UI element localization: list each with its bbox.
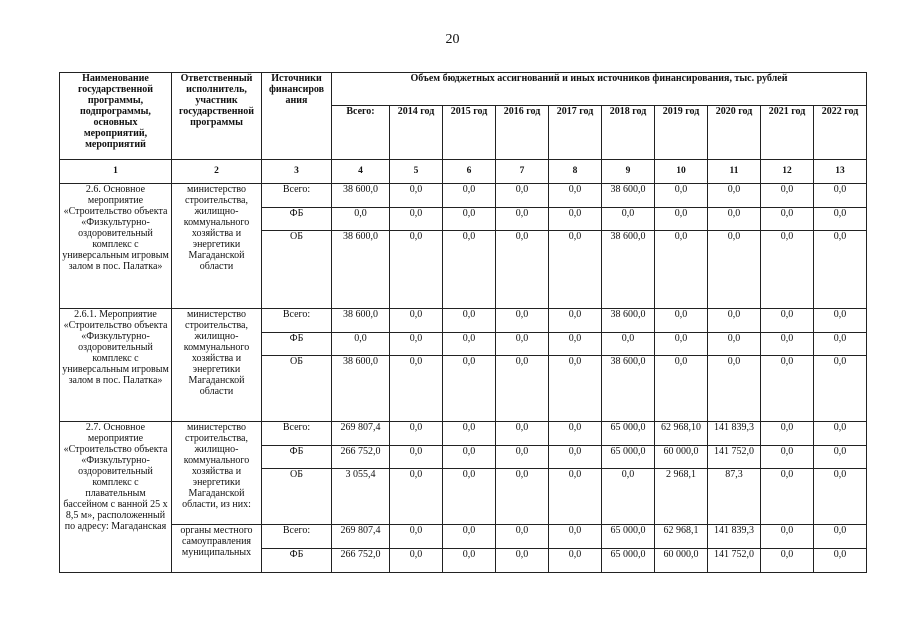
measure-executor: министерство строительства, жилищно-коммунального хозяйства и энергетики Магаданской области xyxy=(172,309,262,422)
value-cell: 0,0 xyxy=(390,422,443,446)
measure-name: 2.6.1. Мероприятие «Строительство объекта «Физкультурно-оздоровительный комплекс с универсальным игровым залом в пос. Палатка» xyxy=(60,309,172,422)
value-cell: 0,0 xyxy=(496,469,549,525)
funding-source: ОБ xyxy=(262,469,332,525)
value-cell: 0,0 xyxy=(549,208,602,231)
measure-name: 2.7. Основное мероприятие «Строительство объекта «Физкультурно-оздоровительный комплекс с плавательным бассейном с ванной 25 х 8,5 м», расположенный по адресу: Магаданская xyxy=(60,422,172,573)
column-index: 11 xyxy=(708,160,761,184)
value-cell: 0,0 xyxy=(443,525,496,549)
column-index: 10 xyxy=(655,160,708,184)
table-row xyxy=(60,309,867,333)
value-cell: 3 055,4 xyxy=(332,469,390,525)
value-cell: 2 968,1 xyxy=(655,469,708,525)
column-index: 3 xyxy=(262,160,332,184)
header-year: 2021 год xyxy=(761,106,814,160)
funding-source: ФБ xyxy=(262,549,332,573)
funding-source: Всего: xyxy=(262,422,332,446)
value-cell: 0,0 xyxy=(814,309,867,333)
page-number: 20 xyxy=(445,32,460,47)
funding-source: Всего: xyxy=(262,309,332,333)
header-year: 2022 год xyxy=(814,106,867,160)
value-cell: 0,0 xyxy=(602,469,655,525)
column-index: 4 xyxy=(332,160,390,184)
value-cell: 65 000,0 xyxy=(602,422,655,446)
value-cell: 0,0 xyxy=(390,184,443,208)
value-cell: 0,0 xyxy=(761,231,814,309)
value-cell: 0,0 xyxy=(708,309,761,333)
funding-source: ОБ xyxy=(262,231,332,309)
value-cell: 65 000,0 xyxy=(602,525,655,549)
value-cell: 0,0 xyxy=(761,469,814,525)
measure-name: 2.6. Основное мероприятие «Строительство объекта «Физкультурно-оздоровительный комплекс с универсальным игровым залом в пос. Палатка» xyxy=(60,184,172,309)
value-cell: 0,0 xyxy=(496,356,549,422)
value-cell: 0,0 xyxy=(814,208,867,231)
value-cell: 38 600,0 xyxy=(602,309,655,333)
funding-source: ФБ xyxy=(262,208,332,231)
value-cell: 38 600,0 xyxy=(332,309,390,333)
value-cell: 0,0 xyxy=(443,549,496,573)
value-cell: 0,0 xyxy=(814,446,867,469)
column-index-row xyxy=(60,160,867,184)
value-cell: 0,0 xyxy=(655,184,708,208)
value-cell: 0,0 xyxy=(549,446,602,469)
value-cell: 0,0 xyxy=(549,549,602,573)
header-year: 2014 год xyxy=(390,106,443,160)
value-cell: 0,0 xyxy=(496,184,549,208)
column-index: 13 xyxy=(814,160,867,184)
budget-table xyxy=(59,72,867,573)
value-cell: 0,0 xyxy=(443,446,496,469)
value-cell: 0,0 xyxy=(496,333,549,356)
value-cell: 0,0 xyxy=(814,469,867,525)
value-cell: 87,3 xyxy=(708,469,761,525)
value-cell: 141 752,0 xyxy=(708,446,761,469)
value-cell: 38 600,0 xyxy=(332,356,390,422)
value-cell: 266 752,0 xyxy=(332,446,390,469)
value-cell: 0,0 xyxy=(708,333,761,356)
value-cell: 0,0 xyxy=(496,208,549,231)
measure-executor: министерство строительства, жилищно-коммунального хозяйства и энергетики Магаданской области xyxy=(172,184,262,309)
value-cell: 38 600,0 xyxy=(602,184,655,208)
value-cell: 0,0 xyxy=(443,469,496,525)
value-cell: 141 839,3 xyxy=(708,525,761,549)
value-cell: 0,0 xyxy=(602,333,655,356)
value-cell: 0,0 xyxy=(443,184,496,208)
value-cell: 62 968,10 xyxy=(655,422,708,446)
column-index: 7 xyxy=(496,160,549,184)
value-cell: 0,0 xyxy=(761,333,814,356)
value-cell: 0,0 xyxy=(814,549,867,573)
value-cell: 0,0 xyxy=(549,469,602,525)
value-cell: 0,0 xyxy=(655,309,708,333)
value-cell: 0,0 xyxy=(549,422,602,446)
value-cell: 0,0 xyxy=(443,208,496,231)
header-year: 2019 год xyxy=(655,106,708,160)
value-cell: 0,0 xyxy=(549,231,602,309)
value-cell: 0,0 xyxy=(814,525,867,549)
value-cell: 0,0 xyxy=(655,333,708,356)
value-cell: 0,0 xyxy=(390,525,443,549)
funding-source: Всего: xyxy=(262,184,332,208)
value-cell: 0,0 xyxy=(761,208,814,231)
value-cell: 0,0 xyxy=(708,208,761,231)
value-cell: 0,0 xyxy=(761,422,814,446)
table-row xyxy=(60,184,867,208)
value-cell: 0,0 xyxy=(761,525,814,549)
value-cell: 0,0 xyxy=(390,356,443,422)
value-cell: 0,0 xyxy=(496,446,549,469)
header-source: Источники финансиров ания xyxy=(262,73,332,160)
value-cell: 0,0 xyxy=(655,231,708,309)
value-cell: 0,0 xyxy=(708,356,761,422)
measure-executor: органы местного самоуправления муниципальных xyxy=(172,525,262,573)
value-cell: 38 600,0 xyxy=(332,184,390,208)
value-cell: 0,0 xyxy=(549,356,602,422)
value-cell: 0,0 xyxy=(761,184,814,208)
value-cell: 0,0 xyxy=(655,208,708,231)
value-cell: 0,0 xyxy=(496,525,549,549)
header-year: 2017 год xyxy=(549,106,602,160)
value-cell: 141 839,3 xyxy=(708,422,761,446)
value-cell: 0,0 xyxy=(443,422,496,446)
value-cell: 141 752,0 xyxy=(708,549,761,573)
value-cell: 0,0 xyxy=(814,422,867,446)
value-cell: 0,0 xyxy=(761,549,814,573)
column-index: 2 xyxy=(172,160,262,184)
value-cell: 0,0 xyxy=(496,309,549,333)
value-cell: 60 000,0 xyxy=(655,446,708,469)
funding-source: ОБ xyxy=(262,356,332,422)
value-cell: 0,0 xyxy=(814,356,867,422)
header-year: 2018 год xyxy=(602,106,655,160)
value-cell: 0,0 xyxy=(390,549,443,573)
header-total: Всего: xyxy=(332,106,390,160)
value-cell: 62 968,1 xyxy=(655,525,708,549)
value-cell: 0,0 xyxy=(443,309,496,333)
value-cell: 0,0 xyxy=(602,208,655,231)
header-year: 2016 год xyxy=(496,106,549,160)
value-cell: 269 807,4 xyxy=(332,525,390,549)
value-cell: 38 600,0 xyxy=(332,231,390,309)
value-cell: 0,0 xyxy=(496,422,549,446)
column-index: 12 xyxy=(761,160,814,184)
column-index: 8 xyxy=(549,160,602,184)
header-year: 2015 год xyxy=(443,106,496,160)
value-cell: 0,0 xyxy=(761,309,814,333)
value-cell: 0,0 xyxy=(390,208,443,231)
value-cell: 0,0 xyxy=(814,333,867,356)
value-cell: 0,0 xyxy=(549,333,602,356)
value-cell: 0,0 xyxy=(655,356,708,422)
value-cell: 266 752,0 xyxy=(332,549,390,573)
value-cell: 60 000,0 xyxy=(655,549,708,573)
value-cell: 0,0 xyxy=(496,231,549,309)
value-cell: 0,0 xyxy=(708,231,761,309)
value-cell: 65 000,0 xyxy=(602,446,655,469)
measure-executor: министерство строительства, жилищно-коммунального хозяйства и энергетики Магаданской области, из них: xyxy=(172,422,262,525)
value-cell: 0,0 xyxy=(761,446,814,469)
column-index: 5 xyxy=(390,160,443,184)
header-executor: Ответственный исполнитель, участник государственной программы xyxy=(172,73,262,160)
value-cell: 0,0 xyxy=(390,309,443,333)
value-cell: 38 600,0 xyxy=(602,231,655,309)
funding-source: ФБ xyxy=(262,446,332,469)
value-cell: 0,0 xyxy=(549,309,602,333)
value-cell: 0,0 xyxy=(549,525,602,549)
value-cell: 0,0 xyxy=(761,356,814,422)
value-cell: 0,0 xyxy=(708,184,761,208)
value-cell: 0,0 xyxy=(390,446,443,469)
value-cell: 0,0 xyxy=(332,208,390,231)
funding-source: ФБ xyxy=(262,333,332,356)
value-cell: 0,0 xyxy=(443,231,496,309)
table-row xyxy=(60,525,867,549)
value-cell: 65 000,0 xyxy=(602,549,655,573)
table-row xyxy=(60,422,867,446)
column-index: 6 xyxy=(443,160,496,184)
value-cell: 0,0 xyxy=(549,184,602,208)
value-cell: 0,0 xyxy=(443,333,496,356)
value-cell: 0,0 xyxy=(814,231,867,309)
funding-source: Всего: xyxy=(262,525,332,549)
value-cell: 0,0 xyxy=(390,469,443,525)
value-cell: 0,0 xyxy=(814,184,867,208)
value-cell: 0,0 xyxy=(443,356,496,422)
value-cell: 0,0 xyxy=(496,549,549,573)
value-cell: 269 807,4 xyxy=(332,422,390,446)
column-index: 1 xyxy=(60,160,172,184)
value-cell: 0,0 xyxy=(390,231,443,309)
value-cell: 0,0 xyxy=(332,333,390,356)
value-cell: 0,0 xyxy=(390,333,443,356)
header-year: 2020 год xyxy=(708,106,761,160)
header-name: Наименование государственной программы, подпрограммы, основных мероприятий, мероприятий xyxy=(60,73,172,160)
header-volume: Объем бюджетных ассигнований и иных источников финансирования, тыс. рублей xyxy=(332,73,867,106)
column-index: 9 xyxy=(602,160,655,184)
value-cell: 38 600,0 xyxy=(602,356,655,422)
